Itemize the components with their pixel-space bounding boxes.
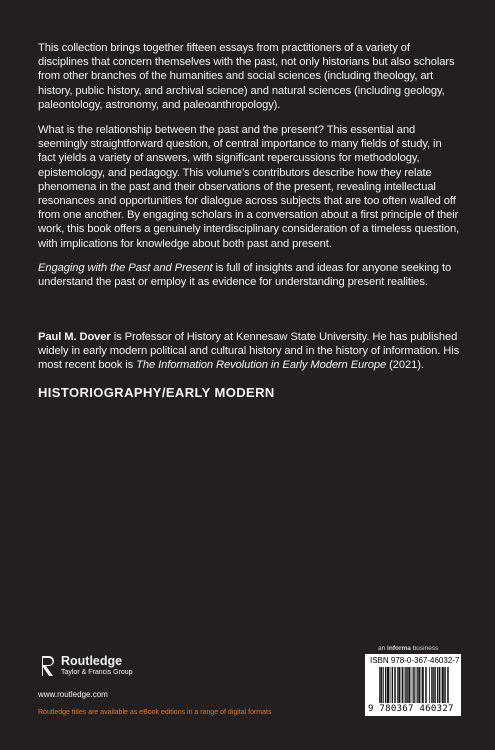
barcode-bar — [431, 667, 432, 703]
barcode-bar — [432, 667, 433, 703]
barcode-bar — [408, 667, 409, 703]
barcode-bar — [448, 667, 449, 703]
barcode-bar — [439, 667, 440, 703]
publisher-name: Routledge — [61, 654, 123, 668]
barcode-bar — [407, 667, 408, 703]
barcode-bar — [380, 667, 381, 703]
barcode-bar — [440, 667, 441, 703]
barcode-bar — [413, 667, 414, 703]
blurb-text: This collection brings together fifteen essays from practitioners of a variety of disciplines that concern themselves with the past, not only historians but also scholars from other branches of the humanities and social sciences (including theology, art history, public history, and archival science) and natural sciences (including geology, paleontology, astronomy, and paleoanthropology). — [38, 42, 455, 111]
barcode-bar — [388, 667, 389, 703]
barcode-bar — [398, 667, 399, 703]
blurb-paragraph-2 — [38, 123, 462, 251]
informa-prefix: an — [378, 645, 388, 652]
blurb-text: is full of insights and ideas for anyone seeking to understand the past or employ it as evidence for understanding present realities. — [38, 262, 452, 289]
barcode-bar — [429, 667, 430, 703]
barcode-bar — [425, 667, 426, 703]
blurb-text: What is the relationship between the past and the present? This essential and seemingly straightforward question, of central importance to many fields of study, in fact yields a variety of answers, with significant repercussions for methodology, epistemology, and pedagogy. This volume’s contributors describe how they relate phenomena in the past and their observations of the present, revealing intellectual resonances and opportunities for dialogue across subjects that are too often walled off from one another. By engaging scholars in a conversation about a first principle of their work, this book offers a genuinely interdisciplinary consideration of a timeless question, with implications for knowledge about both past and present. — [38, 124, 460, 250]
barcode-bar — [443, 667, 444, 703]
publisher-url[interactable]: www.routledge.com — [38, 690, 108, 699]
barcode-bar — [438, 667, 439, 703]
barcode-bar — [442, 667, 443, 703]
category-heading: HISTORIOGRAPHY/EARLY MODERN — [38, 385, 275, 400]
barcode-bar — [387, 667, 388, 703]
barcode-bars — [379, 667, 449, 703]
barcode-bar — [444, 667, 445, 703]
barcode-bar — [426, 667, 427, 703]
barcode-bar — [423, 667, 424, 703]
barcode-bar — [422, 667, 423, 703]
barcode-bar — [402, 667, 403, 703]
publisher-logo — [40, 654, 133, 678]
barcode-bar — [434, 667, 435, 703]
barcode-bar — [416, 667, 417, 703]
informa-brand: informa — [387, 645, 411, 652]
barcode-bar — [420, 667, 421, 703]
barcode-bar — [419, 667, 420, 703]
barcode-bar — [418, 667, 419, 703]
barcode-bar — [437, 667, 438, 703]
barcode-bar — [402, 667, 403, 703]
barcode-bar — [392, 667, 393, 703]
barcode-bar — [385, 667, 386, 703]
author-book-title: The Information Revolution in Early Modern Europe — [136, 359, 387, 372]
author-bio-text: is Professor of History at Kennesaw State University. He has published widely in early modern political and cultural history and in the history of information. His most recent book is — [38, 331, 460, 372]
barcode-number: 9 780367 460327 — [368, 704, 454, 714]
barcode-bar — [392, 667, 393, 703]
informa-suffix: business — [410, 645, 439, 652]
barcode-bar — [414, 667, 415, 703]
barcode-bar — [447, 667, 448, 703]
barcode-bar — [388, 667, 389, 703]
barcode-bar — [442, 667, 443, 703]
author-name: Paul M. Dover — [38, 331, 111, 343]
barcode-bar — [404, 667, 405, 703]
barcode-bar — [394, 667, 395, 703]
barcode-bar — [390, 667, 391, 703]
barcode-bar — [397, 667, 398, 703]
barcode-bar — [399, 667, 400, 703]
ebook-note: Routledge titles are available as eBook editions in a range of digital formats — [38, 709, 272, 716]
barcode — [365, 654, 461, 716]
barcode-bar — [395, 667, 396, 703]
isbn-label: ISBN 978-0-367-46032-7 — [370, 656, 460, 665]
routledge-logo-icon — [40, 654, 56, 678]
barcode-bar — [409, 667, 410, 703]
informa-tagline — [378, 645, 438, 652]
barcode-bar — [406, 667, 407, 703]
blurb-paragraph-3 — [38, 261, 462, 289]
barcode-bar — [382, 667, 383, 703]
publisher-group: Taylor & Francis Group — [61, 669, 133, 676]
barcode-bar — [379, 667, 380, 703]
blurb-paragraph-1 — [38, 41, 462, 112]
barcode-bar — [405, 667, 406, 703]
book-title: Engaging with the Past and Present — [38, 262, 213, 274]
barcode-bar — [422, 667, 423, 703]
barcode-bar — [381, 667, 382, 703]
author-bio — [38, 330, 462, 373]
barcode-bar — [433, 667, 434, 703]
barcode-bar — [435, 667, 436, 703]
barcode-bar — [386, 667, 387, 703]
barcode-bar — [417, 667, 418, 703]
barcode-bar — [412, 667, 413, 703]
barcode-bar — [445, 667, 446, 703]
barcode-bar — [400, 667, 401, 703]
barcode-bar — [383, 667, 384, 703]
author-bio-text-end: (2021). — [386, 359, 424, 372]
barcode-bar — [410, 667, 411, 703]
